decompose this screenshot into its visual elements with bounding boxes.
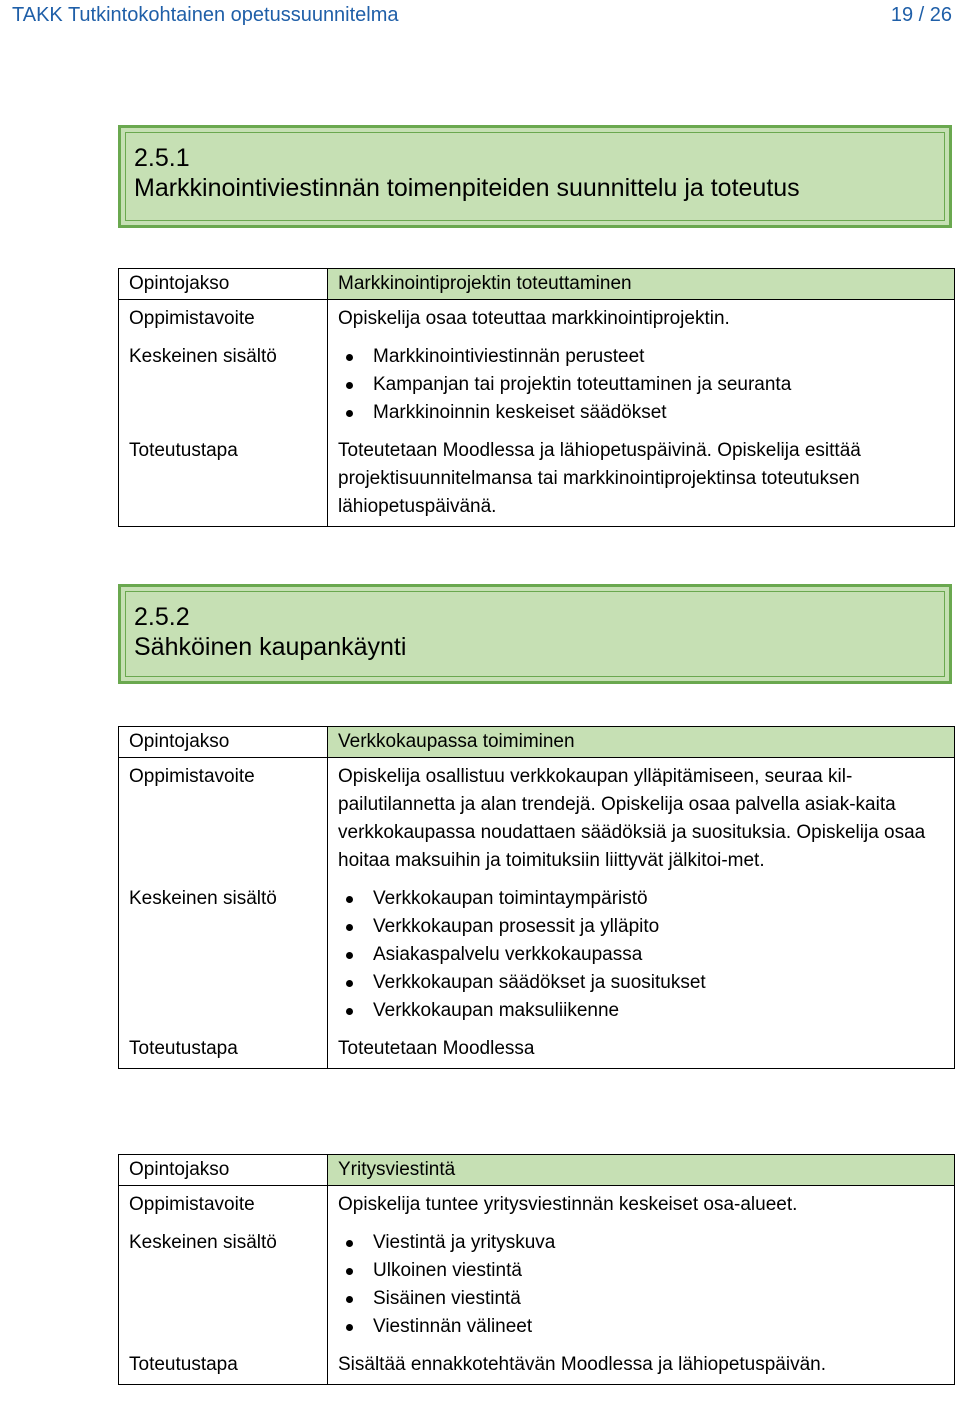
objective-label: Oppimistavoite <box>119 758 328 881</box>
section-heading-1 <box>118 125 952 228</box>
course-label: Opintojakso <box>119 1155 328 1186</box>
course-label: Opintojakso <box>119 727 328 758</box>
list-item: Verkkokaupan maksuliikenne <box>338 997 944 1025</box>
course-table-2 <box>118 726 955 1069</box>
list-item: Verkkokaupan säädökset ja suositukset <box>338 969 944 997</box>
section-title: Sähköinen kaupankäynti <box>134 633 407 661</box>
list-item: Viestintä ja yrityskuva <box>338 1229 944 1257</box>
list-item: Sisäinen viestintä <box>338 1285 944 1313</box>
content-list <box>338 885 944 1025</box>
content-list-cell <box>328 338 955 432</box>
list-item: Markkinoinnin keskeiset säädökset <box>338 399 944 427</box>
content-row <box>119 1224 955 1346</box>
content-label: Keskeinen sisältö <box>119 1224 328 1346</box>
course-name: Markkinointiprojektin toteuttaminen <box>328 269 955 300</box>
list-item: Asiakaspalvelu verkkokaupassa <box>338 941 944 969</box>
method-label: Toteutustapa <box>119 432 328 527</box>
course-row <box>119 269 955 300</box>
objective-row <box>119 300 955 339</box>
course-name: Verkkokaupassa toimiminen <box>328 727 955 758</box>
method-text: Toteutetaan Moodlessa <box>328 1030 955 1069</box>
method-row <box>119 1030 955 1069</box>
objective-label: Oppimistavoite <box>119 1186 328 1225</box>
method-text: Sisältää ennakkotehtävän Moodlessa ja lähiopetuspäivän. <box>328 1346 955 1385</box>
content-list-cell <box>328 880 955 1030</box>
list-item: Viestinnän välineet <box>338 1313 944 1341</box>
list-item: Verkkokaupan prosessit ja ylläpito <box>338 913 944 941</box>
list-item: Markkinointiviestinnän perusteet <box>338 343 944 371</box>
document-title: TAKK Tutkintokohtainen opetussuunnitelma <box>12 4 399 26</box>
course-row <box>119 727 955 758</box>
objective-row <box>119 1186 955 1225</box>
section-heading-2 <box>118 584 952 684</box>
objective-text: Opiskelija osaa toteuttaa markkinointiprojektin. <box>328 300 955 339</box>
method-text: Toteutetaan Moodlessa ja lähiopetuspäivinä. Opiskelija esittää projektisuunnitelmansa tai markkinointiprojektinsa toteutuksen lähiopetuspäivänä. <box>328 432 955 527</box>
method-label: Toteutustapa <box>119 1346 328 1385</box>
content-list <box>338 1229 944 1341</box>
course-row <box>119 1155 955 1186</box>
objective-text: Opiskelija osallistuu verkkokaupan ylläpitämiseen, seuraa kil-pailutilannetta ja alan trendejä. Opiskelija osaa palvella asiak-kaita verkkokaupassa noudattaen säädöksiä ja suosituksia. Opiskelija osaa hoitaa maksuihin ja toimituksiin liittyvät jälkitoi-met. <box>328 758 955 881</box>
content-row <box>119 880 955 1030</box>
method-row <box>119 1346 955 1385</box>
content-label: Keskeinen sisältö <box>119 880 328 1030</box>
course-table-3 <box>118 1154 955 1385</box>
objective-text: Opiskelija tuntee yritysviestinnän keskeiset osa-alueet. <box>328 1186 955 1225</box>
section-title: Markkinointiviestinnän toimenpiteiden suunnittelu ja toteutus <box>134 174 800 202</box>
content-list <box>338 343 944 427</box>
course-label: Opintojakso <box>119 269 328 300</box>
page-header <box>12 4 952 30</box>
method-row <box>119 432 955 527</box>
content-label: Keskeinen sisältö <box>119 338 328 432</box>
list-item: Kampanjan tai projektin toteuttaminen ja seuranta <box>338 371 944 399</box>
course-table-1 <box>118 268 955 527</box>
content-row <box>119 338 955 432</box>
objective-label: Oppimistavoite <box>119 300 328 339</box>
section-number: 2.5.1 <box>134 144 190 172</box>
section-number: 2.5.2 <box>134 603 190 631</box>
course-name: Yritysviestintä <box>328 1155 955 1186</box>
list-item: Ulkoinen viestintä <box>338 1257 944 1285</box>
method-label: Toteutustapa <box>119 1030 328 1069</box>
page-number: 19 / 26 <box>890 4 952 26</box>
list-item: Verkkokaupan toimintaympäristö <box>338 885 944 913</box>
objective-row <box>119 758 955 881</box>
content-list-cell <box>328 1224 955 1346</box>
